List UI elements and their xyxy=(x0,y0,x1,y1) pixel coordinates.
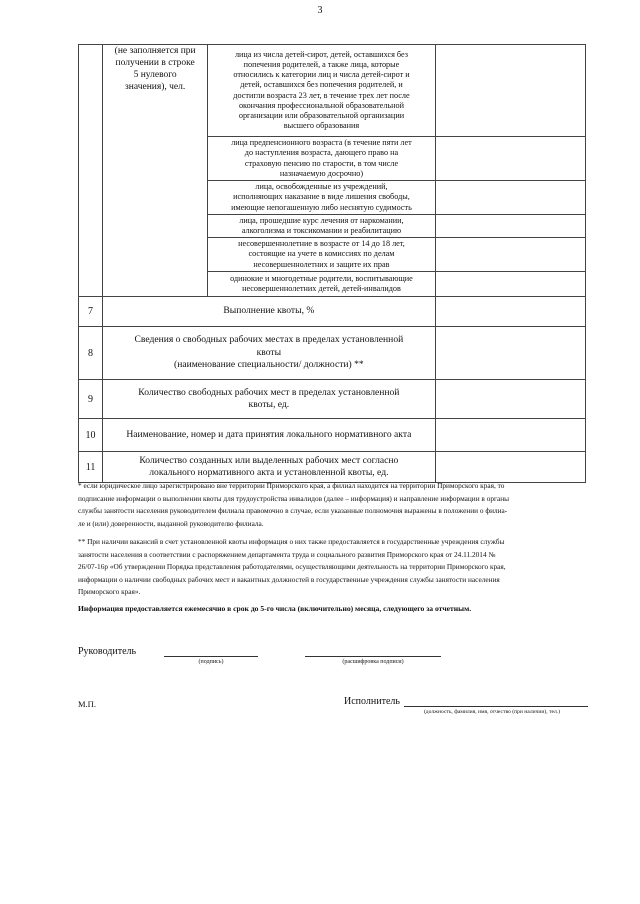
table-row xyxy=(79,452,586,483)
value-cell[interactable] xyxy=(435,272,585,297)
row6-label: (не заполняется при получении в строке 5 нулевого значения), чел. xyxy=(103,45,208,297)
value-cell[interactable] xyxy=(435,45,585,137)
value-cell[interactable] xyxy=(435,297,585,327)
deadline-note: Информация предоставляется ежемесячно в срок до 5-го числа (включительно) месяца, следующего за отчетным. xyxy=(78,604,472,613)
head-label: Руководитель xyxy=(78,646,137,657)
row-number: 10 xyxy=(79,419,103,452)
signature-decode-line[interactable] xyxy=(305,656,441,657)
category-pre-pension: лица предпенсионного возраста (в течение пяти лет до наступления возраста, дающего право на страховую пенсию по старости, в том числе назначаемую досрочно) xyxy=(208,137,435,181)
value-cell[interactable] xyxy=(435,181,585,215)
row-number: 7 xyxy=(79,297,103,327)
signature-decode-caption: (расшифровка подписи) xyxy=(342,659,404,665)
table-row xyxy=(79,380,586,419)
table-row xyxy=(79,327,586,380)
table-row xyxy=(79,297,586,327)
footnote-branch: * если юридическое лицо зарегистрировано вне территории Приморского края, а филиал находится на территории Приморского края, то подписание информации о выполнении квоты для трудоустройства инвалидов (далее – информация) и направление информации в органы службы занятости населения руководителем филиала правомочно в случае, если указанные полномочия выражены в положении о филиа- ле и (или) доверенности, выданной руководителю филиала. xyxy=(78,481,510,528)
row-label: Количество свободных рабочих мест в пределах установленной квоты, ед. xyxy=(103,380,436,419)
category-minors: несовершеннолетние в возрасте от 14 до 18 лет, состоящие на учете в комиссиях по делам несовершеннолетних и защите их прав xyxy=(208,238,435,272)
value-cell[interactable] xyxy=(435,452,585,483)
category-single-parents: одинокие и многодетные родители, воспитывающие несовершеннолетних детей, детей-инвалидов xyxy=(208,272,435,297)
row-label: Количество созданных или выделенных рабочих мест согласно локального нормативного акта и установленной квоты, ед. xyxy=(103,452,436,483)
executor-caption: (должность, фамилия, имя, отчество (при наличии), тел.) xyxy=(423,709,561,715)
signature-caption: (подпись) xyxy=(198,659,224,665)
row-label: Сведения о свободных рабочих местах в пределах установленной квоты (наименование специальности/ должности) ** xyxy=(103,327,436,380)
executor-line[interactable] xyxy=(404,706,588,707)
table-row xyxy=(79,45,586,137)
stamp-label: М.П. xyxy=(78,699,96,709)
value-cell[interactable] xyxy=(435,380,585,419)
value-cell[interactable] xyxy=(435,419,585,452)
row-number: 8 xyxy=(79,327,103,380)
footnote-vacancies: ** При наличии вакансий в счет установленной квоты информация о них также предоставляется в государственные учреждения службы занятости населения в соответствии с распоряжением департамента труда и социального развития Приморского края от 24.11.2014 № 26/07-16р «Об утверждении Порядка представления работодателями, осуществляющими деятельность на территории Приморского края, информации о наличии свободных рабочих мест и вакантных должностей в государственные учреждения службы занятости населения Приморского края». xyxy=(78,537,506,596)
value-cell[interactable] xyxy=(435,327,585,380)
value-cell[interactable] xyxy=(435,215,585,238)
quota-table xyxy=(78,44,586,483)
table-row xyxy=(79,419,586,452)
value-cell[interactable] xyxy=(435,137,585,181)
row-label: Наименование, номер и дата принятия локального нормативного акта xyxy=(103,419,436,452)
executor-label: Исполнитель xyxy=(344,696,400,707)
row-number-cell xyxy=(79,45,103,297)
value-cell[interactable] xyxy=(435,238,585,272)
page-number: 3 xyxy=(317,5,323,16)
category-orphans: лица из числа детей-сирот, детей, оставшихся без попечения родителей, а также лица, которые относились к категории лиц и числа детей-сирот и детей, оставшихся без попечения родителей, и достигли возраста 23 лет, в течение трех лет после окончания профессиональной образовательной организации или образовательной организации высшего образования xyxy=(208,45,435,137)
category-rehabilitated: лица, прошедшие курс лечения от наркомании, алкоголизма и токсикомании и реабилитацию xyxy=(208,215,435,238)
signature-line[interactable] xyxy=(164,656,258,657)
row-number: 11 xyxy=(79,452,103,483)
row-label: Выполнение квоты, % xyxy=(103,297,436,327)
category-released-prisoners: лица, освобожденные из учреждений, исполняющих наказание в виде лишения свободы, имеющие непогашенную либо неснятую судимость xyxy=(208,181,435,215)
row-number: 9 xyxy=(79,380,103,419)
